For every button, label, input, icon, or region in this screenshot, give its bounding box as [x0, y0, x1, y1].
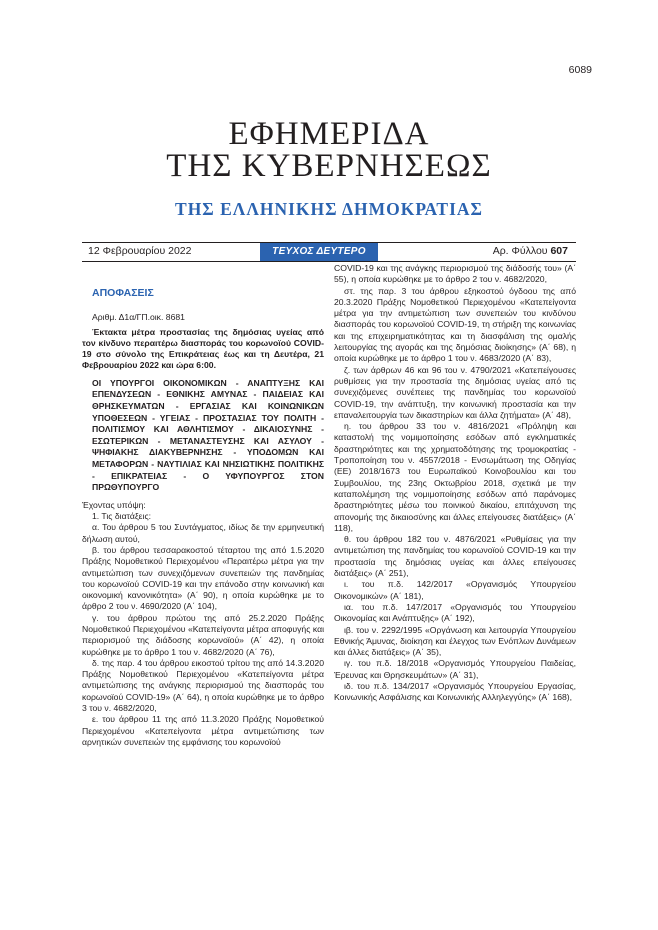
decision-heading: Έκτακτα μέτρα προστασίας της δημόσιας υγείας από τον κίνδυνο περαιτέρω διασποράς του κορωνοϊού COVID-19 στο σύνολο της Επικράτειας έως και τη Δευτέρα, 21 Φεβρουαρίου 2022 και ώρα 6:00. [82, 326, 324, 371]
ministers-block: ΟΙ ΥΠΟΥΡΓΟΙ ΟΙΚΟΝΟΜΙΚΩΝ - ΑΝΑΠΤΥΞΗΣ ΚΑΙ ΕΠΕΝΔΥΣΕΩΝ - ΕΘΝΙΚΗΣ ΑΜΥΝΑΣ - ΠΑΙΔΕΙΑΣ ΚΑΙ ΘΡΗΣΚΕΥΜΑΤΩΝ - ΕΡΓΑΣΙΑΣ ΚΑΙ ΚΟΙΝΩΝΙΚΩΝ ΥΠΟΘΕΣΕΩΝ - ΥΓΕΙΑΣ - ΠΡΟΣΤΑΣΙΑΣ ΤΟΥ ΠΟΛΙΤΗ - ΠΟΛΙΤΙΣΜΟΥ ΚΑΙ ΑΘΛΗΤΙΣΜΟΥ - ΔΙΚΑΙΟΣΥΝΗΣ - ΕΣΩΤΕΡΙΚΩΝ - ΜΕΤΑΝΑΣΤΕΥΣΗΣ ΚΑΙ ΑΣΥΛΟΥ - ΨΗΦΙΑΚΗΣ ΔΙΑΚΥΒΕΡΝΗΣΗΣ - ΥΠΟΔΟΜΩΝ ΚΑΙ ΜΕΤΑΦΟΡΩΝ - ΝΑΥΤΙΛΙΑΣ ΚΑΙ ΝΗΣΙΩΤΙΚΗΣ ΠΟΛΙΤΙΚΗΣ - ΕΠΙΚΡΑΤΕΙΑΣ - Ο ΥΦΥΠΟΥΡΓΟΣ ΣΤΟΝ ΠΡΩΘΥΠΟΥΡΓΟ [92, 377, 324, 493]
left-column [82, 288, 324, 748]
paragraph: ι. του π.δ. 142/2017 «Οργανισμός Υπουργείου Οικονομικών» (Α΄ 181), [334, 579, 576, 601]
paragraph: ια. του π.δ. 147/2017 «Οργανισμός του Υπουργείου Οικονομίας και Ανάπτυξης» (Α΄ 192), [334, 601, 576, 624]
masthead-subtitle: ΤΗΣ ΕΛΛΗΝΙΚΗΣ ΔΗΜΟΚΡΑΤΙΑΣ [175, 199, 483, 219]
paragraph: ιδ. του π.δ. 134/2017 «Οργανισμός Υπουργείου Εργασίας, Κοινωνικής Ασφάλισης και Κοινωνικής Αλληλεγγύης» (Α΄ 168), [334, 680, 576, 703]
section-title: ΑΠΟΦΑΣΕΙΣ [92, 287, 154, 299]
decision-reference: Αριθμ. Δ1α/ΓΠ.οικ. 8681 [92, 312, 185, 323]
page-number: 6089 [568, 64, 592, 76]
paragraph: α. Του άρθρου 5 του Συντάγματος, ιδίως δε την ερμηνευτική δήλωση αυτού, [82, 522, 324, 544]
masthead-title-line2: ΤΗΣ ΚΥΒΕΡΝΗΣΕΩΣ [166, 148, 492, 184]
sheet-number [493, 245, 568, 257]
issue-date: 12 Φεβρουαρίου 2022 [88, 245, 192, 257]
paragraph: ιγ. του π.δ. 18/2018 «Οργανισμός Υπουργείου Παιδείας, Έρευνας και Θρησκευμάτων» (Α΄ 31), [334, 658, 576, 680]
paragraph: Έχοντας υπόψη: [82, 499, 146, 510]
paragraph: ιβ. του ν. 2292/1995 «Οργάνωση και λειτουργία Υπουργείου Εθνικής Άμυνας, διοίκηση και έλεγχος των Ενόπλων Δυνάμεων και άλλες διατάξεις» (Α΄ 35), [334, 624, 576, 658]
paragraph: γ. του άρθρου πρώτου της από 25.2.2020 Πράξης Νομοθετικού Περιεχομένου «Κατεπείγοντα μέτρα αποφυγής και περιορισμού της διάδοσης κορωνοϊού» (Α΄ 42), η οποία κυρώθηκε με το άρθρο 1 του ν. 4682/2020 (Α΄ 76), [82, 612, 324, 657]
paragraph: στ. της παρ. 3 του άρθρου εξηκοστού όγδοου της από 20.3.2020 Πράξης Νομοθετικού Περιεχομένου «Κατεπείγοντα μέτρα για την αντιμετώπιση των συνεπειών του κινδύνου διασποράς του κορωνοϊού COVID-19, τη στήριξη της κοινωνίας και της επιχειρηματικότητας και τη διασφάλιση της ομαλής λειτουργίας της αγοράς και της δημόσιας διοίκησης» (Α΄ 68), η οποία κυρώθηκε με το άρθρο 1 του ν. 4683/2020 (Α΄ 83), [334, 285, 576, 364]
paragraph: θ. του άρθρου 182 του ν. 4876/2021 «Ρυθμίσεις για την αντιμετώπιση της πανδημίας του κορωνοϊού COVID-19 και την προστασία της δημόσιας υγείας και άλλες επείγουσες διατάξεις» (Α΄ 251), [334, 534, 576, 579]
sheet-label: Αρ. Φύλλου [492, 245, 548, 257]
paragraph: COVID-19 και της ανάγκης περιορισμού της διάδοσής του» (Α΄ 55), η οποία κυρώθηκε με το άρθρο 2 του ν. 4682/2020, [334, 263, 576, 285]
paragraph: β. του άρθρου τεσσαρακοστού τέταρτου της από 1.5.2020 Πράξης Νομοθετικού Περιεχομένου «Περαιτέρω μέτρα για την αντιμετώπιση των συνεχιζόμενων συνεπειών της πανδημίας του κορωνοϊού COVID-19 και την επάνοδο στην κοινωνική και οικονομική κανονικότητα» (Α΄ 90), η οποία κυρώθηκε με το άρθρο 2 του ν. 4690/2020 (Α΄ 104), [82, 544, 324, 612]
masthead-title-line1: ΕΦΗΜΕΡΙΔΑ [228, 116, 430, 152]
paragraph: ζ. των άρθρων 46 και 96 του ν. 4790/2021 «Κατεπείγουσες ρυθμίσεις για την προστασία της δημόσιας υγείας από τις συνεχιζόμενες συνέπειες της πανδημίας του κορωνοϊού COVID-19, την ανάπτυξη, την κοινωνική προστασία και την επαναλειτουργία των δικαστηρίων και άλλα ζητήματα» (Α΄ 48), [334, 364, 576, 420]
paragraph: η. του άρθρου 33 του ν. 4816/2021 «Πρόληψη και καταστολή της νομιμοποίησης εσόδων από εγκληματικές δραστηριότητες και της χρηματοδότησης της τρομοκρατίας - Τροποποίηση του ν. 4557/2018 - Ενσωμάτωση της Οδηγίας (ΕΕ) 2018/1673 του Ευρωπαϊκού Κοινοβουλίου και του Συμβουλίου, της 23ης Οκτωβρίου 2018, σχετικά με την καταπολέμηση της νομιμοποίησης εσόδων από παράνομες δραστηριότητες μέσω του ποινικού δικαίου, επιτάχυνση της απονομής της δικαιοσύνης και άλλες επείγουσες διατάξεις» (Α΄ 118), [334, 421, 576, 533]
paragraph: δ. της παρ. 4 του άρθρου εικοστού τρίτου της από 14.3.2020 Πράξης Νομοθετικού Περιεχομένου «Κατεπείγοντα μέτρα αντιμετώπισης της ανάγκης περιορισμού της διασποράς του κορωνοϊού COVID-19» (Α΄ 64), η οποία κυρώθηκε με το άρθρο 3 του ν. 4682/2020, [82, 657, 324, 714]
issue-series: ΤΕΥΧΟΣ ΔΕΥΤΕΡΟ [260, 243, 378, 261]
paragraph: ε. του άρθρου 11 της από 11.3.2020 Πράξης Νομοθετικού Περιεχομένου «Κατεπείγοντα μέτρα αντιμετώπισης των αρνητικών συνεπειών της εμφάνισης του κορωνοϊού [82, 714, 324, 747]
right-column [334, 263, 576, 704]
paragraph: 1. Τις διατάξεις: [92, 511, 152, 522]
issue-header-bar [82, 242, 576, 262]
sheet-number-value: 607 [550, 245, 568, 257]
